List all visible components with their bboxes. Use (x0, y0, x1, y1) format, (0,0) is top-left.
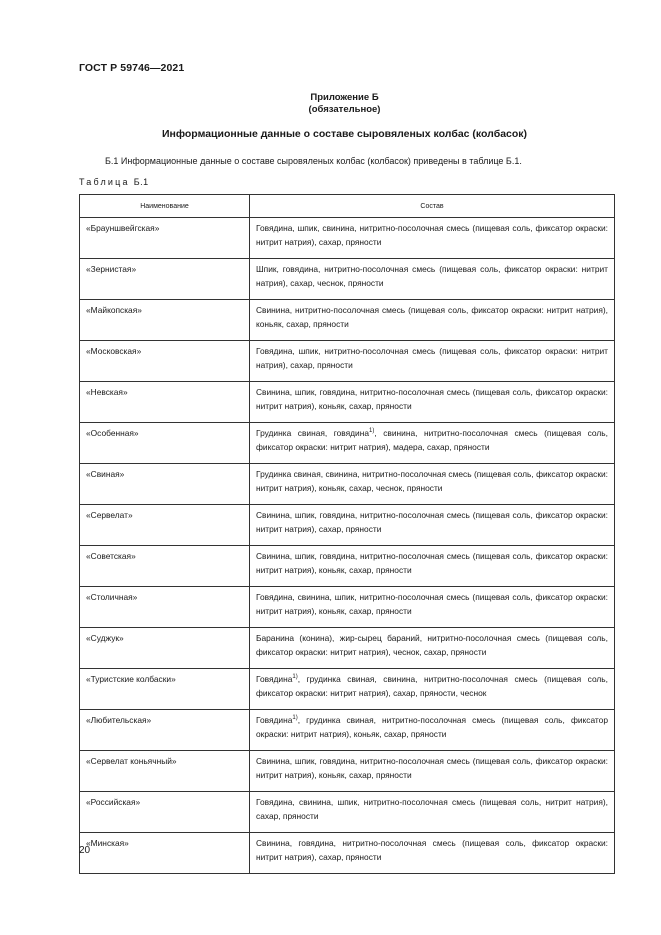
table-row (80, 341, 615, 382)
footnote-mark: 1) (369, 428, 375, 435)
page-number: 20 (79, 845, 91, 856)
table-row (80, 751, 615, 792)
composition-cell: Шпик, говядина, нитритно-посолочная смесь (пищевая соль, фиксатор окраски: нитрит натрия), сахар, чеснок, пряности (250, 259, 615, 300)
table-row (80, 505, 615, 546)
product-name-cell: «Советская» (80, 546, 250, 587)
table-row (80, 382, 615, 423)
footnote-mark: 1) (292, 715, 298, 722)
product-name-cell: «Суджук» (80, 628, 250, 669)
product-name-cell: «Столичная» (80, 587, 250, 628)
product-name-cell: «Сервелат» (80, 505, 250, 546)
table-row (80, 628, 615, 669)
composition-text-end: , грудинка свиная, свинина, нитритно-посолочная смесь (пищевая соль, фиксатор окраски: нитрит натрия), сахар, пряности, чеснок (256, 674, 608, 698)
composition-text-start: Говядина (256, 715, 293, 725)
table-row (80, 259, 615, 300)
document-code: ГОСТ Р 59746—2021 (79, 62, 185, 74)
composition-text-end: , грудинка свиная, нитритно-посолочная смесь (пищевая соль, фиксатор окраски: нитрит натрия), коньяк, сахар, пряности (256, 715, 608, 739)
product-name-cell: «Туристские колбаски» (80, 669, 250, 710)
table-row (80, 587, 615, 628)
product-name-cell: «Брауншвейгская» (80, 218, 250, 259)
table-row (80, 464, 615, 505)
appendix-status: (обязательное) (308, 104, 381, 115)
table-row (80, 300, 615, 341)
composition-cell: Свинина, шпик, говядина, нитритно-посолочная смесь (пищевая соль, фиксатор окраски: нитрит натрия), коньяк, сахар, пряности (250, 546, 615, 587)
section-heading: Информационные данные о составе сыровяленых колбас (колбасок) (161, 128, 528, 140)
intro-paragraph: Б.1 Информационные данные о составе сыровяленых колбас (колбасок) приведены в таблице Б.1. (105, 156, 522, 166)
table-row (80, 710, 615, 751)
table-body (80, 218, 615, 874)
footnote-mark: 1) (292, 674, 298, 681)
composition-cell (250, 710, 615, 751)
product-name-cell: «Невская» (80, 382, 250, 423)
product-name-cell: «Майкопская» (80, 300, 250, 341)
table-row (80, 423, 615, 464)
composition-cell: Свинина, шпик, говядина, нитритно-посолочная смесь (пищевая соль, фиксатор окраски: нитрит натрия), коньяк, сахар, пряности (250, 382, 615, 423)
product-name-cell: «Московская» (80, 341, 250, 382)
appendix-header (0, 92, 661, 116)
product-name-cell: «Сервелат коньячный» (80, 751, 250, 792)
column-header-composition: Состав (250, 195, 615, 218)
table-caption (79, 177, 149, 187)
composition-cell (250, 669, 615, 710)
product-name-cell: «Любительская» (80, 710, 250, 751)
product-name-cell: «Особенная» (80, 423, 250, 464)
table-caption-label: Таблица (79, 177, 130, 187)
table-header-row (80, 195, 615, 218)
composition-cell: Говядина, свинина, шпик, нитритно-посолочная смесь (пищевая соль, нитрит натрия), сахар, пряности (250, 792, 615, 833)
table-row (80, 218, 615, 259)
composition-cell: Баранина (конина), жир-сырец бараний, нитритно-посолочная смесь (пищевая соль, фиксатор окраски: нитрит натрия), чеснок, сахар, пряности (250, 628, 615, 669)
table-row (80, 792, 615, 833)
appendix-title: Приложение Б (310, 92, 379, 103)
product-name-cell: «Российская» (80, 792, 250, 833)
composition-text-end: , свинина, нитритно-посолочная смесь (пищевая соль, фиксатор окраски: нитрит натрия), мадера, сахар, пряности (256, 428, 608, 452)
table-caption-number: Б.1 (133, 177, 149, 187)
composition-cell: Свинина, шпик, говядина, нитритно-посолочная смесь (пищевая соль, фиксатор окраски: нитрит натрия), коньяк, сахар, пряности (250, 751, 615, 792)
column-header-name: Наименование (80, 195, 250, 218)
composition-text-start: Говядина (256, 674, 293, 684)
composition-cell: Свинина, говядина, нитритно-посолочная смесь (пищевая соль, фиксатор окраски: нитрит натрия), сахар, пряности (250, 833, 615, 874)
composition-cell: Говядина, свинина, шпик, нитритно-посолочная смесь (пищевая соль, фиксатор окраски: нитрит натрия), коньяк, сахар, пряности (250, 587, 615, 628)
composition-cell: Свинина, шпик, говядина, нитритно-посолочная смесь (пищевая соль, фиксатор окраски: нитрит натрия), сахар, пряности (250, 505, 615, 546)
composition-cell (250, 423, 615, 464)
composition-cell: Грудинка свиная, свинина, нитритно-посолочная смесь (пищевая соль, фиксатор окраски: нитрит натрия), коньяк, сахар, чеснок, пряности (250, 464, 615, 505)
table-row (80, 833, 615, 874)
product-name-cell: «Зернистая» (80, 259, 250, 300)
composition-cell: Говядина, шпик, свинина, нитритно-посолочная смесь (пищевая соль, фиксатор окраски: нитрит натрия), сахар, пряности (250, 218, 615, 259)
table-row (80, 546, 615, 587)
composition-cell: Говядина, шпик, нитритно-посолочная смесь (пищевая соль, фиксатор окраски: нитрит натрия), сахар, пряности (250, 341, 615, 382)
composition-text-start: Грудинка свиная, говядина (256, 428, 370, 438)
composition-table (79, 194, 615, 874)
product-name-cell: «Свиная» (80, 464, 250, 505)
product-name-cell: «Минская» (80, 833, 250, 874)
composition-cell: Свинина, нитритно-посолочная смесь (пищевая соль, фиксатор окраски: нитрит натрия), коньяк, сахар, пряности (250, 300, 615, 341)
table-row (80, 669, 615, 710)
